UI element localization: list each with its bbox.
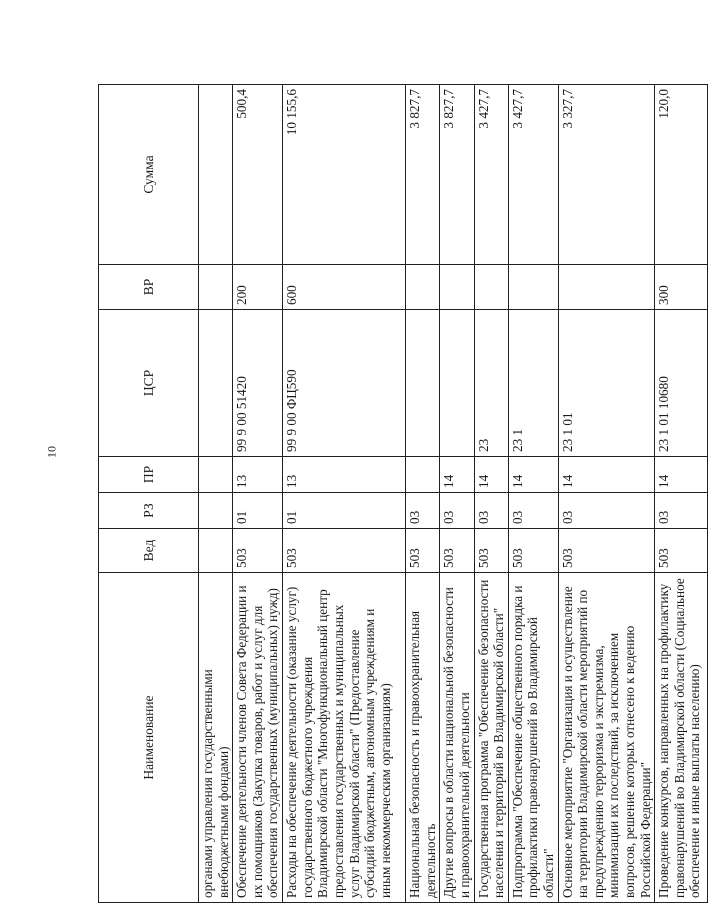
row-sum [199, 85, 233, 265]
row-sum: 3 427,7 [508, 85, 558, 265]
header-csr: ЦСР [99, 310, 199, 457]
row-name: Основное мероприятие "Организация и осуществление на территории Владимирской области мероприятий по предупреждению терроризма и экстремизма, минимизации их последствий, за исключением вопросов, решение которых отнесено к ведению Российской Федерации" [558, 573, 655, 903]
row-ved: 503 [655, 529, 708, 573]
row-csr: 23 1 [508, 310, 558, 457]
table-row [508, 85, 558, 903]
row-pr: 14 [474, 457, 508, 493]
row-sum: 500,4 [233, 85, 283, 265]
row-pr [199, 457, 233, 493]
row-rz: 03 [558, 493, 655, 529]
row-rz: 01 [233, 493, 283, 529]
row-pr: 14 [508, 457, 558, 493]
row-ved: 503 [406, 529, 440, 573]
row-pr: 14 [655, 457, 708, 493]
page-number: 10 [44, 446, 59, 458]
rotated-page-content [98, 85, 703, 903]
row-vr [474, 265, 508, 310]
header-ved: Вед [99, 529, 199, 573]
row-name: Подпрограмма "Обеспечение общественного порядка и профилактики правонарушений во Владимирской области" [508, 573, 558, 903]
row-vr: 600 [283, 265, 406, 310]
row-rz: 03 [508, 493, 558, 529]
row-name: Обеспечение деятельности членов Совета Федерации и их помощников (Закупка товаров, работ и услуг для обеспечения государственных (муниципальных) нужд) [233, 573, 283, 903]
row-ved: 503 [508, 529, 558, 573]
row-rz: 01 [283, 493, 406, 529]
row-ved: 503 [233, 529, 283, 573]
row-name: Государственная программа "Обеспечение безопасности населения и территорий во Владимирской области" [474, 573, 508, 903]
row-sum: 3 827,7 [406, 85, 440, 265]
row-csr [406, 310, 440, 457]
row-sum: 10 155,6 [283, 85, 406, 265]
budget-table [98, 84, 708, 903]
row-vr [440, 265, 474, 310]
row-sum: 3 327,7 [558, 85, 655, 265]
table-row [440, 85, 474, 903]
row-csr: 23 [474, 310, 508, 457]
table-row [199, 85, 233, 903]
row-csr [199, 310, 233, 457]
table-row [406, 85, 440, 903]
row-csr [440, 310, 474, 457]
row-name: органами управления государственными внебюджетными фондами) [199, 573, 233, 903]
row-pr: 14 [558, 457, 655, 493]
row-name: Национальная безопасность и правоохранительная деятельность [406, 573, 440, 903]
row-csr: 99 9 00 ФЦ590 [283, 310, 406, 457]
row-ved: 503 [440, 529, 474, 573]
row-pr: 13 [233, 457, 283, 493]
row-sum: 3 827,7 [440, 85, 474, 265]
row-vr: 300 [655, 265, 708, 310]
table-row [655, 85, 708, 903]
row-pr: 14 [440, 457, 474, 493]
row-pr: 13 [283, 457, 406, 493]
header-rz: РЗ [99, 493, 199, 529]
row-name: Расходы на обеспечение деятельности (оказание услуг) государственного бюджетного учреждения Владимирской области "Многофункциональный центр предоставления государственных и муниципальных услуг Владимирской области" (Предоставление субсидий бюджетным, автономным учреждениям и иным некоммерческим организациям) [283, 573, 406, 903]
header-sum: Сумма [99, 85, 199, 265]
row-ved: 503 [474, 529, 508, 573]
header-vr: ВР [99, 265, 199, 310]
row-rz: 03 [474, 493, 508, 529]
row-ved [199, 529, 233, 573]
row-pr [406, 457, 440, 493]
row-vr [558, 265, 655, 310]
table-row [558, 85, 655, 903]
row-vr [508, 265, 558, 310]
header-name: Наименование [99, 573, 199, 903]
table-row [283, 85, 406, 903]
row-rz: 03 [440, 493, 474, 529]
row-name: Другие вопросы в области национальной безопасности и правоохранительной деятельности [440, 573, 474, 903]
table-row [474, 85, 508, 903]
header-pr: ПР [99, 457, 199, 493]
row-csr: 23 1 01 [558, 310, 655, 457]
row-ved: 503 [283, 529, 406, 573]
row-csr: 99 9 00 51420 [233, 310, 283, 457]
row-csr: 23 1 01 10680 [655, 310, 708, 457]
row-vr [406, 265, 440, 310]
row-rz: 03 [406, 493, 440, 529]
row-name: Проведение конкурсов, направленных на профилактику правонарушений во Владимирской области (Социальное обеспечение и иные выплаты населению) [655, 573, 708, 903]
row-sum: 120,0 [655, 85, 708, 265]
row-rz: 03 [655, 493, 708, 529]
table-row [233, 85, 283, 903]
row-sum: 3 427,7 [474, 85, 508, 265]
row-ved: 503 [558, 529, 655, 573]
row-rz [199, 493, 233, 529]
row-vr [199, 265, 233, 310]
table-header-row [99, 85, 199, 903]
row-vr: 200 [233, 265, 283, 310]
